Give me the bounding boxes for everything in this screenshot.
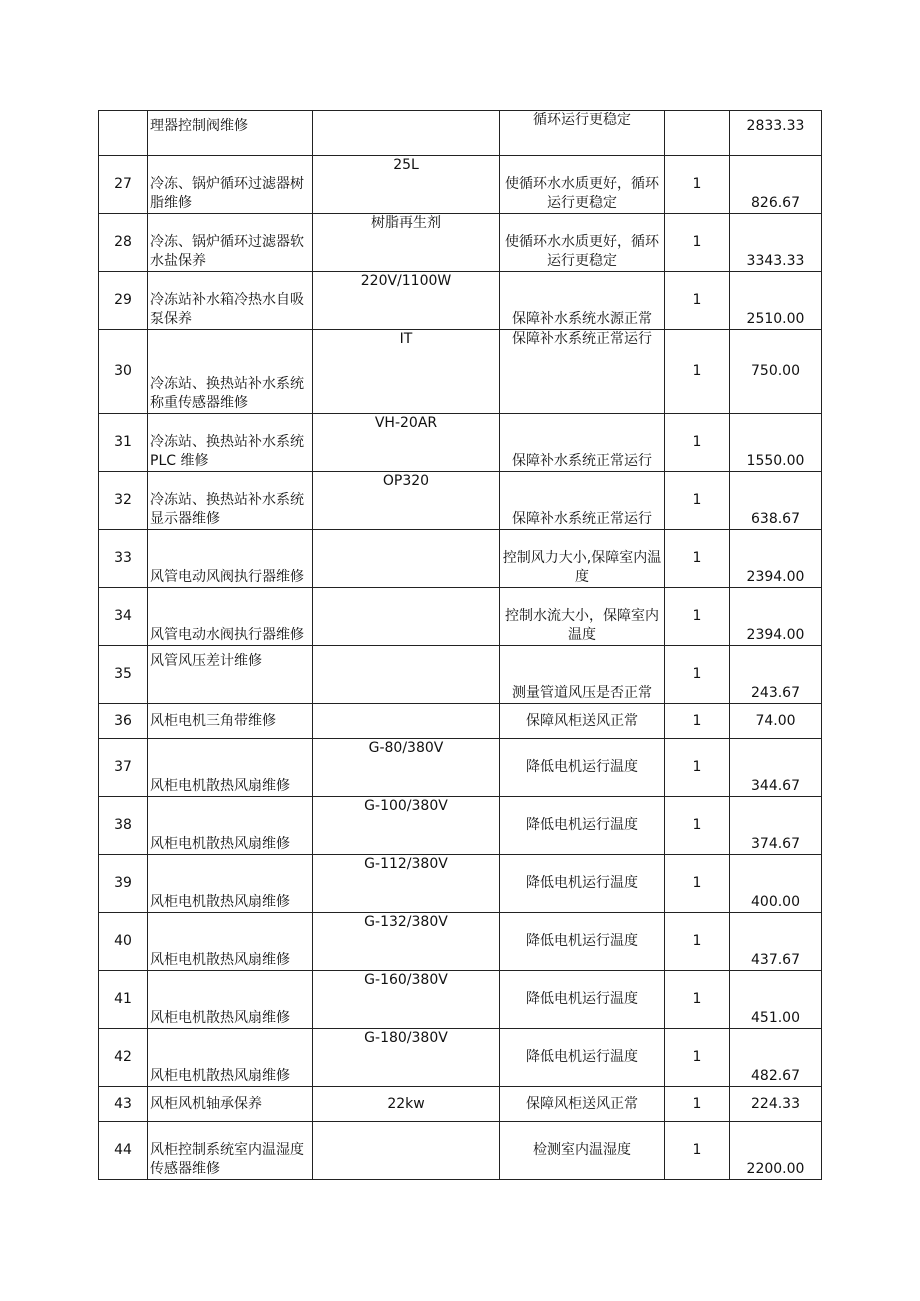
item-effect: 保障补水系统水源正常 <box>500 272 665 330</box>
table-row <box>99 156 822 214</box>
item-name: 风管风压差计维修 <box>148 646 313 704</box>
item-effect: 降低电机运行温度 <box>500 739 665 797</box>
item-number: 38 <box>99 797 148 855</box>
item-number: 33 <box>99 530 148 588</box>
item-effect: 使循环水水质更好，循环运行更稳定 <box>500 156 665 214</box>
item-effect: 测量管道风压是否正常 <box>500 646 665 704</box>
item-spec <box>313 530 500 588</box>
table-row <box>99 414 822 472</box>
item-number: 31 <box>99 414 148 472</box>
item-price: 2394.00 <box>730 530 822 588</box>
item-qty: 1 <box>665 797 730 855</box>
table-row <box>99 855 822 913</box>
table-row <box>99 530 822 588</box>
item-effect: 降低电机运行温度 <box>500 1029 665 1087</box>
item-name: 风柜风机轴承保养 <box>148 1087 313 1122</box>
item-qty: 1 <box>665 1122 730 1180</box>
item-price: 437.67 <box>730 913 822 971</box>
item-effect: 降低电机运行温度 <box>500 971 665 1029</box>
item-number: 44 <box>99 1122 148 1180</box>
item-price: 2510.00 <box>730 272 822 330</box>
table-row <box>99 472 822 530</box>
item-number: 42 <box>99 1029 148 1087</box>
item-price: 3343.33 <box>730 214 822 272</box>
item-qty: 1 <box>665 913 730 971</box>
item-name: 风柜电机散热风扇维修 <box>148 855 313 913</box>
item-qty: 1 <box>665 971 730 1029</box>
item-qty: 1 <box>665 646 730 704</box>
item-name: 风柜电机散热风扇维修 <box>148 739 313 797</box>
item-spec: 220V/1100W <box>313 272 500 330</box>
item-name: 风管电动水阀执行器维修 <box>148 588 313 646</box>
item-number: 27 <box>99 156 148 214</box>
item-effect: 控制风力大小,保障室内温度 <box>500 530 665 588</box>
item-effect: 保障风柜送风正常 <box>500 704 665 739</box>
table-row <box>99 1122 822 1180</box>
item-name: 冷冻站、换热站补水系统显示器维修 <box>148 472 313 530</box>
item-price: 400.00 <box>730 855 822 913</box>
item-name: 冷冻、锅炉循环过滤器软水盐保养 <box>148 214 313 272</box>
item-qty: 1 <box>665 530 730 588</box>
item-qty: 1 <box>665 414 730 472</box>
item-name: 风柜电机散热风扇维修 <box>148 1029 313 1087</box>
item-spec: 树脂再生剂 <box>313 214 500 272</box>
item-qty <box>665 111 730 156</box>
item-qty: 1 <box>665 588 730 646</box>
item-spec <box>313 646 500 704</box>
item-price: 243.67 <box>730 646 822 704</box>
item-effect: 保障补水系统正常运行 <box>500 414 665 472</box>
table-row <box>99 588 822 646</box>
item-price: 1550.00 <box>730 414 822 472</box>
item-qty: 1 <box>665 472 730 530</box>
item-price: 224.33 <box>730 1087 822 1122</box>
table-row <box>99 704 822 739</box>
item-spec: G-112/380V <box>313 855 500 913</box>
item-qty: 1 <box>665 704 730 739</box>
item-spec: G-160/380V <box>313 971 500 1029</box>
item-spec: OP320 <box>313 472 500 530</box>
table-row <box>99 214 822 272</box>
item-name: 冷冻站、换热站补水系统 PLC 维修 <box>148 414 313 472</box>
item-effect: 检测室内温湿度 <box>500 1122 665 1180</box>
item-price: 826.67 <box>730 156 822 214</box>
table-row <box>99 272 822 330</box>
item-number: 39 <box>99 855 148 913</box>
item-price: 482.67 <box>730 1029 822 1087</box>
item-number: 41 <box>99 971 148 1029</box>
item-effect: 降低电机运行温度 <box>500 913 665 971</box>
item-number: 30 <box>99 330 148 414</box>
item-price: 451.00 <box>730 971 822 1029</box>
item-effect: 降低电机运行温度 <box>500 797 665 855</box>
item-name: 风管电动风阀执行器维修 <box>148 530 313 588</box>
item-spec: VH-20AR <box>313 414 500 472</box>
table-row <box>99 111 822 156</box>
item-number: 37 <box>99 739 148 797</box>
item-price: 2394.00 <box>730 588 822 646</box>
item-number: 32 <box>99 472 148 530</box>
item-qty: 1 <box>665 1087 730 1122</box>
table-row <box>99 797 822 855</box>
item-name: 风柜电机散热风扇维修 <box>148 797 313 855</box>
item-price: 344.67 <box>730 739 822 797</box>
item-effect: 降低电机运行温度 <box>500 855 665 913</box>
table-row <box>99 971 822 1029</box>
item-spec: 22kw <box>313 1087 500 1122</box>
item-number: 29 <box>99 272 148 330</box>
item-spec: G-80/380V <box>313 739 500 797</box>
item-number: 43 <box>99 1087 148 1122</box>
item-spec <box>313 588 500 646</box>
item-qty: 1 <box>665 272 730 330</box>
item-spec: IT <box>313 330 500 414</box>
item-effect: 使循环水水质更好，循环运行更稳定 <box>500 214 665 272</box>
item-price: 638.67 <box>730 472 822 530</box>
item-price: 374.67 <box>730 797 822 855</box>
item-spec: G-132/380V <box>313 913 500 971</box>
table-row <box>99 1087 822 1122</box>
item-spec <box>313 704 500 739</box>
item-qty: 1 <box>665 739 730 797</box>
table-row <box>99 739 822 797</box>
item-qty: 1 <box>665 1029 730 1087</box>
item-price: 2200.00 <box>730 1122 822 1180</box>
item-number <box>99 111 148 156</box>
item-spec: G-100/380V <box>313 797 500 855</box>
item-price: 2833.33 <box>730 111 822 156</box>
item-name: 风柜电机三角带维修 <box>148 704 313 739</box>
item-number: 28 <box>99 214 148 272</box>
item-qty: 1 <box>665 214 730 272</box>
item-effect: 控制水流大小，保障室内温度 <box>500 588 665 646</box>
item-spec <box>313 111 500 156</box>
item-effect: 保障补水系统正常运行 <box>500 330 665 414</box>
table-row <box>99 646 822 704</box>
item-name: 冷冻站补水箱冷热水自吸泵保养 <box>148 272 313 330</box>
item-number: 36 <box>99 704 148 739</box>
item-spec: 25L <box>313 156 500 214</box>
item-price: 74.00 <box>730 704 822 739</box>
item-number: 34 <box>99 588 148 646</box>
item-qty: 1 <box>665 855 730 913</box>
item-number: 40 <box>99 913 148 971</box>
table-row <box>99 330 822 414</box>
table-row <box>99 913 822 971</box>
item-spec <box>313 1122 500 1180</box>
item-name: 风柜电机散热风扇维修 <box>148 971 313 1029</box>
item-name: 冷冻站、换热站补水系统称重传感器维修 <box>148 330 313 414</box>
item-name: 风柜控制系统室内温湿度传感器维修 <box>148 1122 313 1180</box>
item-price: 750.00 <box>730 330 822 414</box>
item-name: 冷冻、锅炉循环过滤器树脂维修 <box>148 156 313 214</box>
item-qty: 1 <box>665 156 730 214</box>
item-qty: 1 <box>665 330 730 414</box>
maintenance-items-table <box>98 110 822 1180</box>
item-number: 35 <box>99 646 148 704</box>
item-name: 风柜电机散热风扇维修 <box>148 913 313 971</box>
item-effect: 循环运行更稳定 <box>500 111 665 156</box>
item-effect: 保障补水系统正常运行 <box>500 472 665 530</box>
item-effect: 保障风柜送风正常 <box>500 1087 665 1122</box>
item-name: 理器控制阀维修 <box>148 111 313 156</box>
item-spec: G-180/380V <box>313 1029 500 1087</box>
table-row <box>99 1029 822 1087</box>
